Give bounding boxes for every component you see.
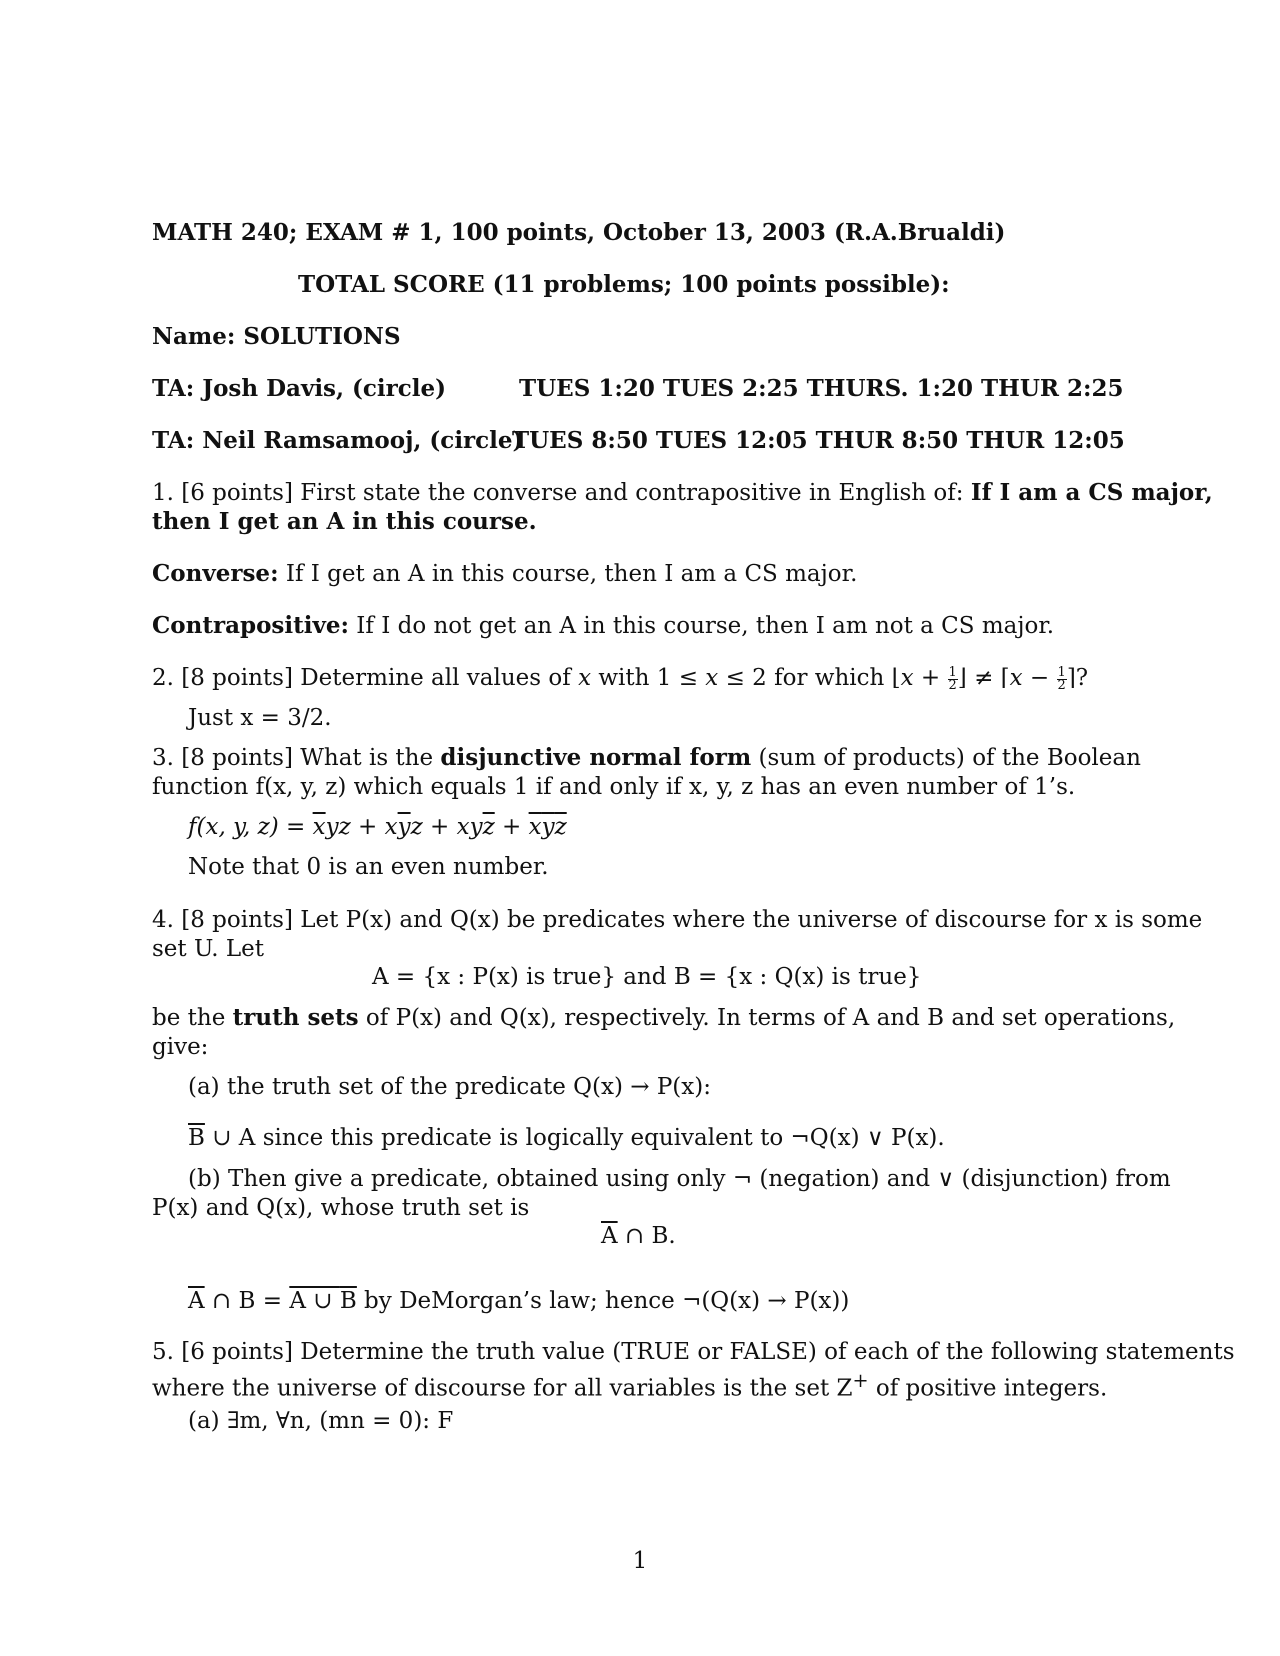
ta1-times: TUES 1:20 TUES 2:25 THURS. 1:20 THUR 2:25 [519, 375, 1124, 402]
q2-var-x1: x [578, 665, 592, 691]
q4-set-bar: $\overline{A}$ [601, 1223, 618, 1249]
q2-text-f: − [1022, 665, 1057, 691]
exam-title: MATH 240; EXAM # 1, 100 points, October 13, 2003 (R.A.Brualdi) [152, 219, 1006, 246]
q1-prompt-line1 [152, 478, 1213, 508]
q5-superscript: + [852, 1369, 869, 1392]
q2-text-d: + [913, 665, 948, 691]
q3-lhs: f(x, y, z) = [188, 814, 313, 840]
q3-text-a: 3. [8 points] What is the [152, 745, 441, 771]
half-fraction-2 [1057, 664, 1067, 693]
q4-definition: A = {x : P(x) is true} and B = {x : Q(x) is true} [372, 964, 922, 990]
q5-part-a: (a) ∃m, ∀n, (mn = 0): F [188, 1408, 454, 1434]
q1-statement-part2: then I get an A in this course. [152, 508, 537, 535]
q3-dnf-term: disjunctive normal form [440, 744, 752, 771]
q5-line2 [152, 1366, 1107, 1404]
q3-t1-bar: $\overline{x}$ [312, 814, 326, 840]
q3-t4-c: $\overline{z}$ [554, 814, 567, 840]
q2-var-x3: x [900, 665, 914, 691]
name-line: Name: SOLUTIONS [152, 323, 401, 350]
q4-line3-a: be the [152, 1005, 233, 1031]
q4-line1: 4. [8 points] Let P(x) and Q(x) be predicates where the universe of discourse for x is some [152, 907, 1203, 933]
total-score-line: TOTAL SCORE (11 problems; 100 points possible): [298, 271, 950, 298]
converse-text: If I get an A in this course, then I am a CS major. [278, 561, 858, 587]
q4-ans-b-mid: ∩ B = [204, 1288, 290, 1314]
q4-part-b-line1: (b) Then give a predicate, obtained using only ¬ (negation) and ∨ (disjunction) from [188, 1166, 1171, 1192]
q3-t4-b: $\overline{y}$ [541, 814, 555, 840]
frac-den-1: 2 [948, 677, 957, 693]
q4-part-b-line2: P(x) and Q(x), whose truth set is [152, 1195, 530, 1221]
q4-line2: set U. Let [152, 936, 264, 962]
q4-ans-b-over-a: A ∪ [289, 1288, 340, 1314]
frac-den-2: 2 [1057, 677, 1066, 693]
q3-plus: + [494, 814, 529, 840]
q3-text-b: (sum of products) of the Boolean [751, 745, 1141, 771]
half-fraction-1 [948, 664, 958, 693]
q1-statement-part1: If I am a CS major, [970, 479, 1213, 506]
ta1-name: TA: Josh Davis, (circle) [152, 375, 447, 402]
q4-ans-b-overline-group [289, 1288, 356, 1314]
q2-var-x2: x [705, 665, 719, 691]
q3-t1-rest: yz + x [325, 814, 398, 840]
contrapositive-label: Contrapositive: [152, 612, 349, 639]
q2-prompt [152, 663, 1088, 693]
q3-note: Note that 0 is an even number. [188, 854, 549, 880]
ta2-name: TA: Neil Ramsamooj, (circle) [152, 427, 524, 454]
q2-text-c: ≤ 2 for which ⌊ [718, 665, 901, 691]
q1-contrapositive [152, 611, 1054, 641]
q4-ans-a-rest: ∪ A since this predicate is logically equivalent to ¬Q(x) ∨ P(x). [204, 1125, 945, 1151]
contrapositive-text: If I do not get an A in this course, then I am not a CS major. [348, 613, 1055, 639]
q3-t2-rest: z + xy [410, 814, 483, 840]
frac-num-2: 1 [1057, 664, 1066, 680]
q2-text-a: 2. [8 points] Determine all values of [152, 665, 579, 691]
q1-converse [152, 559, 857, 589]
q5-line2-b: of positive integers. [868, 1375, 1108, 1402]
q4-line3-b: of P(x) and Q(x), respectively. In terms of A and B and set operations, [358, 1005, 1176, 1031]
q2-var-x4: x [1009, 665, 1023, 691]
q5-line2-a: where the universe of discourse for all variables is the set Z [152, 1375, 853, 1402]
q4-line4: give: [152, 1034, 209, 1060]
q3-t4-a: $\overline{x}$ [528, 814, 542, 840]
q2-text-g: ⌉? [1066, 665, 1089, 691]
q3-prompt-line2: function f(x, y, z) which equals 1 if and only if x, y, z has an even number of 1’s. [152, 774, 1076, 800]
frac-num-1: 1 [948, 664, 957, 680]
q4-answer-a [188, 1123, 945, 1153]
q3-answer [188, 812, 567, 842]
q4-ans-b-over-b: B [339, 1288, 357, 1314]
q2-answer: Just x = 3/2. [188, 705, 332, 731]
converse-label: Converse: [152, 560, 279, 587]
q4-target-set [601, 1221, 676, 1251]
q4-set-rest: ∩ B. [617, 1223, 676, 1249]
q3-prompt-line1 [152, 743, 1141, 773]
q5-line1: 5. [6 points] Determine the truth value (TRUE or FALSE) of each of the following statements [152, 1339, 1235, 1365]
q4-truth-sets: truth sets [232, 1004, 359, 1031]
q2-text-e: ⌋ ≠ ⌈ [957, 665, 1010, 691]
q3-t3-bar: $\overline{z}$ [482, 814, 495, 840]
page-number: 1 [632, 1548, 648, 1574]
q3-t2-bar: $\overline{y}$ [397, 814, 411, 840]
q4-ans-b-rest: by DeMorgan’s law; hence ¬(Q(x) → P(x)) [356, 1288, 850, 1314]
q4-part-a: (a) the truth set of the predicate Q(x) → P(x): [188, 1074, 711, 1100]
q4-line3 [152, 1003, 1175, 1033]
q4-ans-b-bar: $\overline{A}$ [188, 1288, 205, 1314]
q4-ans-a-bar: $\overline{B}$ [188, 1125, 205, 1151]
q2-text-b: with 1 ≤ [591, 665, 706, 691]
q1-prompt-text: 1. [6 points] First state the converse and contrapositive in English of: [152, 480, 971, 506]
q4-answer-b [188, 1286, 849, 1316]
ta2-times: TUES 8:50 TUES 12:05 THUR 8:50 THUR 12:05 [512, 427, 1125, 454]
